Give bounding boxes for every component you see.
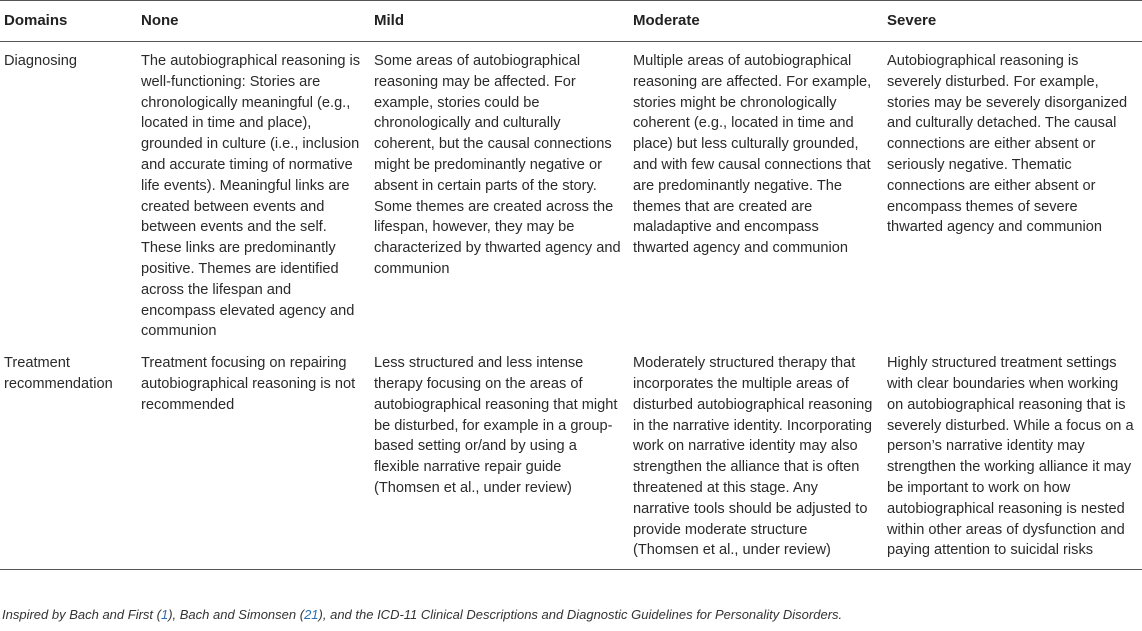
header-none: None	[137, 1, 370, 42]
header-moderate: Moderate	[629, 1, 883, 42]
footnote-text-1: Inspired by Bach and First (	[2, 607, 161, 622]
cell-mild: Less structured and less intense therapy focusing on the areas of autobiographical reasoning that might be disturbed, for example in a group-based setting or/and by using a flexible narrative repair guide (Thomsen et al., under review)	[370, 344, 629, 569]
table-header-row	[0, 1, 1142, 42]
footnote-text-2: ), Bach and Simonsen (	[168, 607, 305, 622]
footnote-text-3: ), and the ICD-11 Clinical Descriptions and Diagnostic Guidelines for Personality Disorders.	[318, 607, 843, 622]
cell-domain: Treatment recommendation	[0, 344, 137, 569]
cell-mild: Some areas of autobiographical reasoning may be affected. For example, stories could be chronologically and culturally coherent, but the causal connections might be predominantly negative or absent in certain parts of the story. Some themes are created across the lifespan, however, they may be characterized by thwarted agency and communion	[374, 53, 621, 277]
cell-none: Treatment focusing on repairing autobiographical reasoning is not recommended	[137, 344, 370, 569]
table-row-diagnosing	[0, 42, 1142, 345]
cell-domain: Diagnosing	[4, 53, 78, 69]
cell-moderate: Moderately structured therapy that incorporates the multiple areas of disturbed autobiographical reasoning in the narrative identity. Incorporating work on narrative identity may also strengthen the alliance that is often threatened at this stage. Any narrative tools should be adjusted to provide moderate structure (Thomsen et al., under review)	[629, 344, 883, 569]
cell-none: The autobiographical reasoning is well-functioning: Stories are chronologically meaningful (e.g., located in time and place), grounded in culture (i.e., inclusion and accurate timing of normative life events). Meaningful links are created between events and between events and the self. These links are predominantly positive. Themes are identified across the lifespan and encompass elevated agency and communion	[141, 53, 361, 340]
table-footnote	[2, 606, 842, 624]
header-domains: Domains	[0, 1, 137, 42]
cell-severe: Autobiographical reasoning is severely disturbed. For example, stories may be severely disorganized and culturally detached. The causal connections are either absent or seriously negative. Thematic connections are either absent or encompass themes of severe thwarted agency and communion	[887, 53, 1128, 236]
reference-link-21[interactable]: 21	[304, 607, 319, 622]
reference-link-1[interactable]: 1	[160, 607, 169, 622]
cell-severe: Highly structured treatment settings with clear boundaries when working on autobiographical reasoning that is severely disturbed. While a focus on a person’s narrative identity may strengthen the working alliance it may be important to work on how autobiographical reasoning is nested within other areas of dysfunction and paying attention to suicidal risks	[883, 344, 1142, 569]
header-severe: Severe	[883, 1, 1142, 42]
table-row-treatment	[0, 344, 1142, 569]
header-mild: Mild	[370, 1, 629, 42]
cell-moderate: Multiple areas of autobiographical reasoning are affected. For example, stories might be chronologically coherent (e.g., located in time and place) but less culturally grounded, and with few causal connections that are predominantly negative. The themes that are created are maladaptive and encompass thwarted agency and communion	[633, 53, 872, 257]
